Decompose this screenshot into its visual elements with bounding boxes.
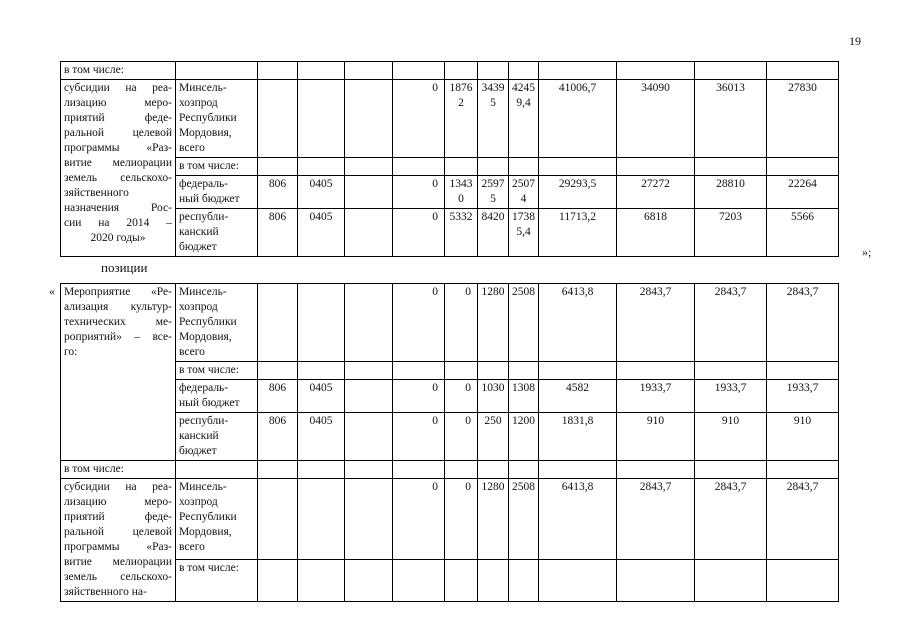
recipient-cell: Минсель- хозпрод Республики Мордовия, всего bbox=[176, 80, 258, 158]
table-row: в том числе: bbox=[61, 559, 839, 601]
recipient-cell: Минсель- хозпрод Республики Мордовия, всего bbox=[176, 284, 258, 362]
event-desc: Мероприятие «Ре- ализация культур- технических ме- роприятий» – все- го: bbox=[61, 284, 176, 461]
table-row: субсидии на реа- лизацию меро- приятий феде- ральной целевой программы «Раз- витие мелиорации земель сельскохо- зяйственного назначения Рос- сии на 2014 – 2020 годы» Минсель- хозпрод Республики Мордовия, всего 0 1876 2 3439 5 4245 9,4 41006,7 34090 36013 27830 bbox=[61, 80, 839, 158]
table-row: федераль- ный бюджет 806 0405 0 1343 0 2597 5 2507 4 29293,5 27272 28810 22264 bbox=[61, 176, 839, 209]
table-row: субсидии на реа- лизацию меро- приятий феде- ральной целевой программы «Раз- витие мелиорации земель сельскохо- зяйственного на- Минсель- хозпрод Республики Мордовия, всего 0 0 1280 2508 6413,8 2843,7 2843,7 2843,7 bbox=[61, 479, 839, 560]
table-bottom bbox=[60, 283, 839, 602]
table-row: республи- канский бюджет 806 0405 0 5332 8420 1738 5,4 11713,2 6818 7203 5566 bbox=[61, 209, 839, 257]
header-cell: в том числе: bbox=[61, 62, 176, 80]
table-row bbox=[61, 461, 839, 479]
recipient-cell: Минсель- хозпрод Республики Мордовия, всего bbox=[176, 479, 258, 560]
table-row bbox=[61, 62, 839, 80]
close-quote-mark: »; bbox=[862, 245, 872, 259]
recipient-cell: федераль- ный бюджет bbox=[176, 176, 258, 209]
recipient-cell: федераль- ный бюджет bbox=[176, 380, 258, 413]
table-row: федераль- ный бюджет 806 0405 0 0 1030 1308 4582 1933,7 1933,7 1933,7 bbox=[61, 380, 839, 413]
table-row: республи- канский бюджет 806 0405 0 0 250 1200 1831,8 910 910 910 bbox=[61, 413, 839, 461]
table-row: в том числе: bbox=[61, 362, 839, 380]
recipient-cell: республи- канский бюджет bbox=[176, 413, 258, 461]
table-row: Мероприятие «Ре- ализация культур- технических ме- роприятий» – все- го: Минсель- хозпрод Республики Мордовия, всего 0 0 1280 2508 6413,8 2843,7 2843,7 2843,7 bbox=[61, 284, 839, 362]
table-top bbox=[60, 61, 839, 257]
open-quote-mark: « bbox=[49, 284, 55, 298]
recipient-cell: республи- канский бюджет bbox=[176, 209, 258, 257]
subsidy-desc: субсидии на реа- лизацию меро- приятий феде- ральной целевой программы «Раз- витие мелиорации земель сельскохо- зяйственного на- bbox=[61, 479, 176, 602]
page-number: 19 bbox=[849, 34, 861, 48]
table-row: в том числе: bbox=[61, 158, 839, 176]
positions-label: позиции bbox=[101, 260, 148, 275]
header-cell: в том числе: bbox=[61, 461, 176, 479]
subsidy-desc: субсидии на реа- лизацию меро- приятий феде- ральной целевой программы «Раз- витие мелиорации земель сельскохо- зяйственного назначения Рос- сии на 2014 – 2020 годы» bbox=[61, 80, 176, 257]
